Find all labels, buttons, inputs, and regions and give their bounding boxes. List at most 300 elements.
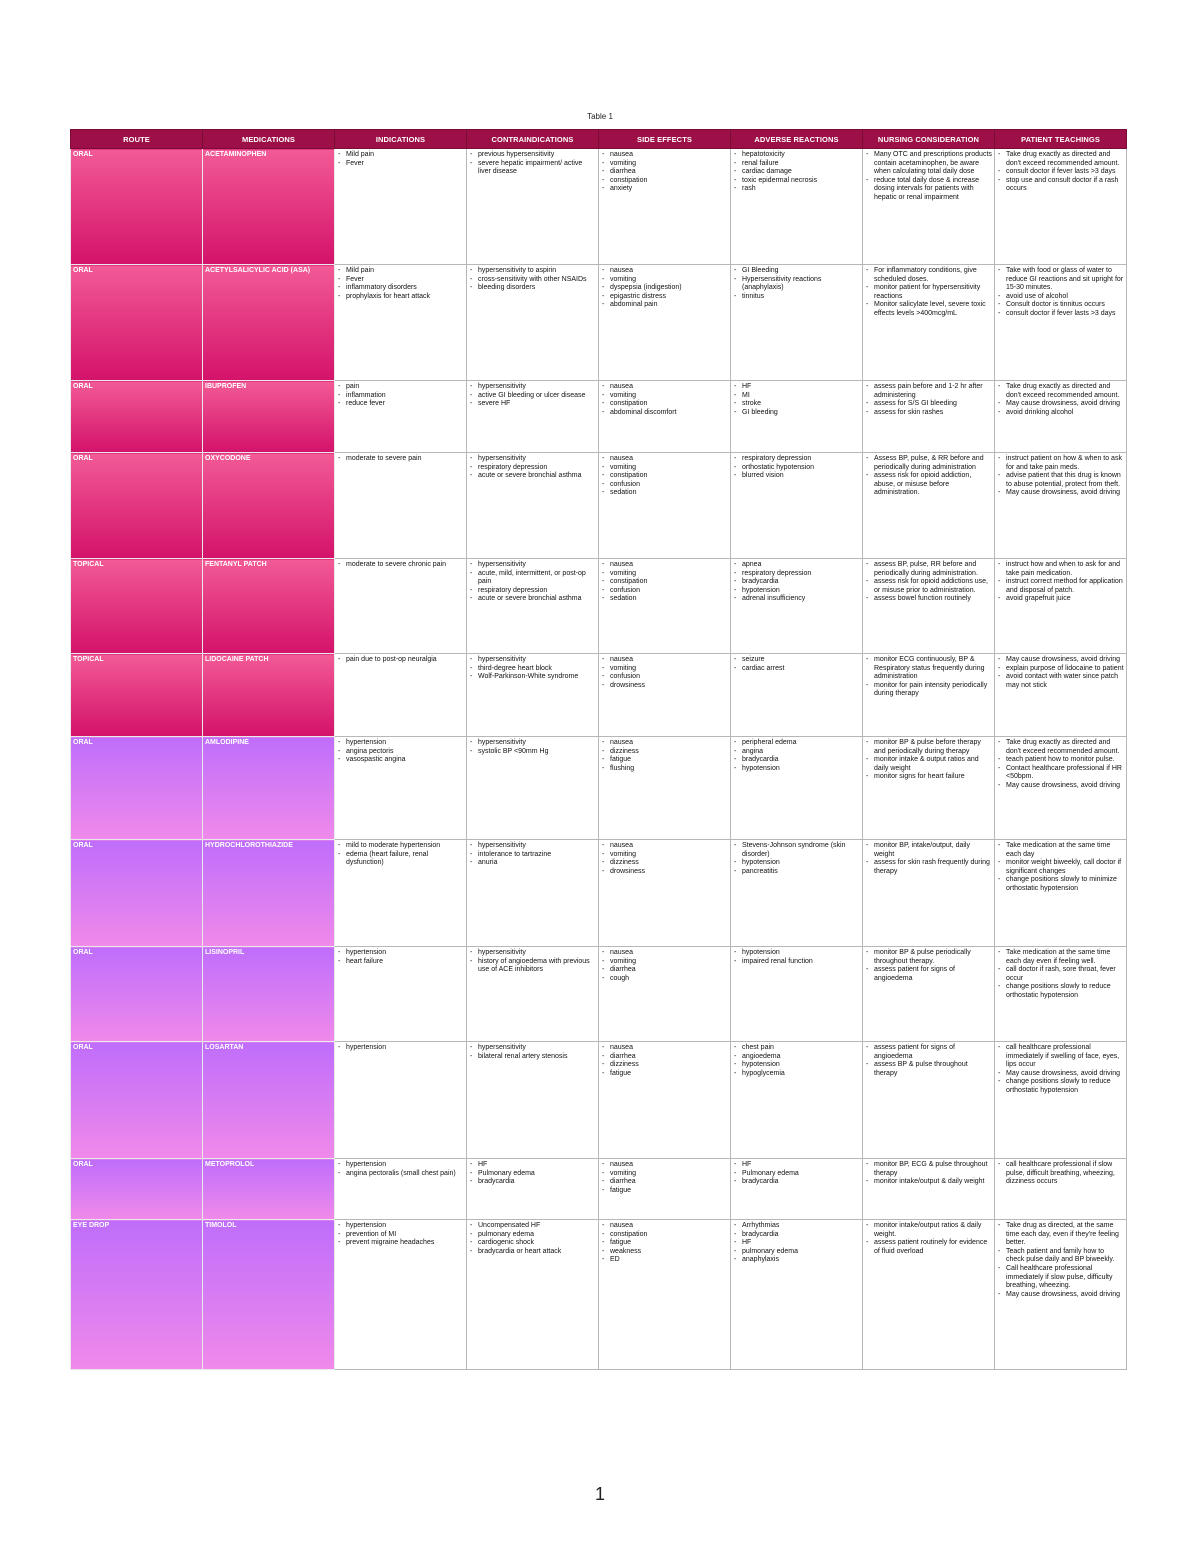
teachings-cell xyxy=(995,149,1127,265)
bullet-item: - avoid contact with water since patch may not stick xyxy=(997,673,1124,690)
bullet-item: - acute or severe bronchial asthma xyxy=(469,595,596,604)
bullet-list xyxy=(337,949,464,966)
bullet-item: - adrenal insufficiency xyxy=(733,595,860,604)
bullet-list xyxy=(865,383,992,417)
bullet-item: - monitor BP & pulse periodically throughout therapy. xyxy=(865,949,992,966)
bullet-list xyxy=(469,267,596,293)
bullet-item: - nausea xyxy=(601,842,728,851)
bullet-list xyxy=(733,383,860,417)
bullet-item: - systolic BP <90mm Hg xyxy=(469,748,596,757)
nursing-cell xyxy=(863,840,995,947)
header-contraindications: CONTRAINDICATIONS xyxy=(467,130,599,149)
bullet-item: - hypersensitivity xyxy=(469,949,596,958)
route-cell: EYE DROP xyxy=(71,1220,203,1370)
bullet-list xyxy=(733,739,860,773)
bullet-item: - teach patient how to monitor pulse. xyxy=(997,756,1124,765)
side-effects-cell xyxy=(599,453,731,559)
bullet-list xyxy=(865,267,992,319)
bullet-item: - Consult doctor is tinnitus occurs xyxy=(997,301,1124,310)
bullet-item: - change positions slowly to reduce orthostatic hypotension xyxy=(997,983,1124,1000)
table-row xyxy=(71,654,1127,737)
bullet-item: - For inflammatory conditions, give scheduled doses. xyxy=(865,267,992,284)
bullet-item: - Take medication at the same time each day xyxy=(997,842,1124,859)
bullet-item: - constipation xyxy=(601,472,728,481)
bullet-item: - nausea xyxy=(601,949,728,958)
bullet-item: - severe hepatic impairment/ active liver disease xyxy=(469,160,596,177)
bullet-item: - fatigue xyxy=(601,756,728,765)
bullet-item: - pulmonary edema xyxy=(733,1248,860,1257)
contraindications-cell xyxy=(467,265,599,381)
nursing-cell xyxy=(863,149,995,265)
bullet-list xyxy=(469,151,596,177)
route-cell: ORAL xyxy=(71,840,203,947)
medication-cell: METOPROLOL xyxy=(203,1159,335,1220)
adverse-reactions-cell xyxy=(731,947,863,1042)
bullet-item: - May cause drowsiness, avoid driving xyxy=(997,1070,1124,1079)
bullet-item: - prevent migraine headaches xyxy=(337,1239,464,1248)
bullet-list xyxy=(997,1222,1124,1299)
side-effects-cell xyxy=(599,381,731,453)
bullet-list xyxy=(337,1044,464,1053)
bullet-item: - hypotension xyxy=(733,1061,860,1070)
bullet-item: - hypotension xyxy=(733,765,860,774)
table-row xyxy=(71,737,1127,840)
bullet-item: - instruct correct method for application and disposal of patch. xyxy=(997,578,1124,595)
bullet-item: - hypersensitivity xyxy=(469,383,596,392)
bullet-item: - confusion xyxy=(601,587,728,596)
bullet-list xyxy=(601,949,728,983)
teachings-cell xyxy=(995,947,1127,1042)
bullet-item: - respiratory depression xyxy=(469,464,596,473)
bullet-item: - rash xyxy=(733,185,860,194)
indications-cell xyxy=(335,947,467,1042)
route-cell: ORAL xyxy=(71,453,203,559)
side-effects-cell xyxy=(599,1159,731,1220)
route-cell: TOPICAL xyxy=(71,559,203,654)
bullet-item: - cardiogenic shock xyxy=(469,1239,596,1248)
bullet-list xyxy=(601,561,728,604)
bullet-item: - bradycardia xyxy=(733,1231,860,1240)
bullet-item: - diarrhea xyxy=(601,168,728,177)
teachings-cell xyxy=(995,654,1127,737)
bullet-list xyxy=(601,1222,728,1265)
bullet-item: - Call healthcare professional immediately if slow pulse, difficulty breathing, wheezing. xyxy=(997,1265,1124,1291)
bullet-item: - hypersensitivity xyxy=(469,656,596,665)
bullet-item: - vomiting xyxy=(601,160,728,169)
nursing-cell xyxy=(863,559,995,654)
bullet-item: - vomiting xyxy=(601,464,728,473)
nursing-cell xyxy=(863,1042,995,1159)
bullet-item: - Assess BP, pulse, & RR before and periodically during administration xyxy=(865,455,992,472)
indications-cell xyxy=(335,559,467,654)
bullet-list xyxy=(865,656,992,699)
bullet-item: - call healthcare professional if slow pulse, difficult breathing, wheezing, dizziness occurs xyxy=(997,1161,1124,1187)
bullet-list xyxy=(997,739,1124,791)
bullet-item: - vomiting xyxy=(601,570,728,579)
bullet-list xyxy=(997,656,1124,690)
bullet-item: - assess patient routinely for evidence of fluid overload xyxy=(865,1239,992,1256)
medication-cell: LOSARTAN xyxy=(203,1042,335,1159)
bullet-item: - nausea xyxy=(601,151,728,160)
bullet-item: - inflammation xyxy=(337,392,464,401)
bullet-item: - May cause drowsiness, avoid driving xyxy=(997,400,1124,409)
bullet-item: - previous hypersensitivity xyxy=(469,151,596,160)
table-row xyxy=(71,265,1127,381)
bullet-item: - nausea xyxy=(601,739,728,748)
bullet-item: - Hypersensitivity reactions (anaphylaxis) xyxy=(733,276,860,293)
bullet-item: - reduce fever xyxy=(337,400,464,409)
bullet-list xyxy=(337,455,464,464)
bullet-item: - anaphylaxis xyxy=(733,1256,860,1265)
bullet-item: - fatigue xyxy=(601,1239,728,1248)
bullet-item: - May cause drowsiness, avoid driving xyxy=(997,1291,1124,1300)
bullet-item: - pancreatitis xyxy=(733,868,860,877)
teachings-cell xyxy=(995,265,1127,381)
bullet-list xyxy=(733,561,860,604)
bullet-list xyxy=(337,842,464,868)
bullet-list xyxy=(601,267,728,310)
bullet-item: - monitor BP & pulse before therapy and periodically during therapy xyxy=(865,739,992,756)
bullet-item: - Take drug exactly as directed and don't exceed recommended amount. xyxy=(997,151,1124,168)
bullet-item: - acute or severe bronchial asthma xyxy=(469,472,596,481)
indications-cell xyxy=(335,265,467,381)
bullet-item: - Fever xyxy=(337,160,464,169)
bullet-item: - assess patient for signs of angioedema xyxy=(865,966,992,983)
bullet-item: - cardiac arrest xyxy=(733,665,860,674)
bullet-list xyxy=(337,656,464,665)
bullet-item: - assess for S/S GI bleeding xyxy=(865,400,992,409)
adverse-reactions-cell xyxy=(731,1159,863,1220)
bullet-item: - Mild pain xyxy=(337,151,464,160)
bullet-list xyxy=(997,1044,1124,1096)
adverse-reactions-cell xyxy=(731,840,863,947)
bullet-list xyxy=(469,455,596,481)
bullet-item: - drowsiness xyxy=(601,682,728,691)
bullet-item: - assess risk for opioid addictions use, or misuse prior to administration. xyxy=(865,578,992,595)
bullet-item: - hypersensitivity to aspirin xyxy=(469,267,596,276)
bullet-item: - Take medication at the same time each day even if feeling well. xyxy=(997,949,1124,966)
bullet-item: - hypertension xyxy=(337,739,464,748)
bullet-item: - nausea xyxy=(601,561,728,570)
bullet-list xyxy=(865,1161,992,1187)
bullet-list xyxy=(337,1161,464,1178)
bullet-item: - instruct how and when to ask for and take pain medication. xyxy=(997,561,1124,578)
bullet-list xyxy=(997,561,1124,604)
bullet-item: - anuria xyxy=(469,859,596,868)
bullet-item: - toxic epidermal necrosis xyxy=(733,177,860,186)
route-cell: ORAL xyxy=(71,149,203,265)
teachings-cell xyxy=(995,737,1127,840)
bullet-item: - monitor BP, ECG & pulse throughout therapy xyxy=(865,1161,992,1178)
bullet-item: - Fever xyxy=(337,276,464,285)
route-cell: ORAL xyxy=(71,1042,203,1159)
side-effects-cell xyxy=(599,559,731,654)
bullet-item: - pain xyxy=(337,383,464,392)
bullet-item: - heart failure xyxy=(337,958,464,967)
bullet-item: - vomiting xyxy=(601,665,728,674)
teachings-cell xyxy=(995,1159,1127,1220)
bullet-item: - hypersensitivity xyxy=(469,561,596,570)
bullet-item: - bilateral renal artery stenosis xyxy=(469,1053,596,1062)
bullet-item: - history of angioedema with previous use of ACE inhibitors xyxy=(469,958,596,975)
bullet-item: - bradycardia or heart attack xyxy=(469,1248,596,1257)
medication-cell: HYDROCHLOROTHIAZIDE xyxy=(203,840,335,947)
bullet-item: - cough xyxy=(601,975,728,984)
bullet-item: - assess BP, pulse, RR before and periodically during administration. xyxy=(865,561,992,578)
bullet-item: - bradycardia xyxy=(733,756,860,765)
medication-cell: ACETAMINOPHEN xyxy=(203,149,335,265)
bullet-list xyxy=(865,1222,992,1256)
bullet-item: - edema (heart failure, renal dysfunction) xyxy=(337,851,464,868)
bullet-list xyxy=(865,949,992,983)
bullet-item: - vomiting xyxy=(601,276,728,285)
bullet-list xyxy=(469,383,596,409)
bullet-item: - May cause drowsiness, avoid driving xyxy=(997,782,1124,791)
bullet-item: - apnea xyxy=(733,561,860,570)
table-body xyxy=(71,149,1127,1370)
bullet-item: - third-degree heart block xyxy=(469,665,596,674)
bullet-item: - nausea xyxy=(601,1161,728,1170)
bullet-list xyxy=(601,656,728,690)
bullet-item: - pulmonary edema xyxy=(469,1231,596,1240)
table-row xyxy=(71,1220,1127,1370)
bullet-item: - prophylaxis for heart attack xyxy=(337,293,464,302)
nursing-cell xyxy=(863,654,995,737)
medication-cell: ACETYLSALICYLIC ACID (ASA) xyxy=(203,265,335,381)
bullet-item: - avoid drinking alcohol xyxy=(997,409,1124,418)
bullet-list xyxy=(733,842,860,876)
contraindications-cell xyxy=(467,1159,599,1220)
bullet-item: - Monitor salicylate level, severe toxic effects levels >400mcg/mL xyxy=(865,301,992,318)
contraindications-cell xyxy=(467,453,599,559)
bullet-item: - advise patient that this drug is known to abuse potential, protect from theft. xyxy=(997,472,1124,489)
bullet-item: - assess for skin rashes xyxy=(865,409,992,418)
bullet-item: - Pulmonary edema xyxy=(733,1170,860,1179)
bullet-item: - impaired renal function xyxy=(733,958,860,967)
bullet-item: - dizziness xyxy=(601,1061,728,1070)
bullet-item: - reduce total daily dose & increase dosing intervals for patients with hepatic or renal impairment xyxy=(865,177,992,203)
bullet-item: - hypotension xyxy=(733,949,860,958)
bullet-item: - intolerance to tartrazine xyxy=(469,851,596,860)
bullet-list xyxy=(733,455,860,481)
bullet-item: - vomiting xyxy=(601,392,728,401)
bullet-list xyxy=(337,267,464,301)
route-cell: ORAL xyxy=(71,265,203,381)
bullet-item: - diarrhea xyxy=(601,966,728,975)
bullet-item: - angina pectoralis (small chest pain) xyxy=(337,1170,464,1179)
header-medications: MEDICATIONS xyxy=(203,130,335,149)
medication-cell: LISINOPRIL xyxy=(203,947,335,1042)
bullet-item: - dizziness xyxy=(601,859,728,868)
bullet-list xyxy=(997,1161,1124,1187)
nursing-cell xyxy=(863,265,995,381)
bullet-item: - constipation xyxy=(601,177,728,186)
bullet-item: - nausea xyxy=(601,383,728,392)
bullet-list xyxy=(601,151,728,194)
nursing-cell xyxy=(863,1220,995,1370)
bullet-item: - diarrhea xyxy=(601,1053,728,1062)
bullet-item: - HF xyxy=(733,1239,860,1248)
bullet-item: - confusion xyxy=(601,673,728,682)
bullet-list xyxy=(865,151,992,203)
bullet-list xyxy=(337,561,464,570)
medication-table xyxy=(70,129,1127,1370)
adverse-reactions-cell xyxy=(731,149,863,265)
bullet-item: - moderate to severe pain xyxy=(337,455,464,464)
bullet-item: - hypertension xyxy=(337,1222,464,1231)
indications-cell xyxy=(335,1159,467,1220)
bullet-item: - blurred vision xyxy=(733,472,860,481)
bullet-item: - assess patient for signs of angioedema xyxy=(865,1044,992,1061)
bullet-item: - seizure xyxy=(733,656,860,665)
bullet-item: - hypersensitivity xyxy=(469,842,596,851)
bullet-item: - bradycardia xyxy=(733,1178,860,1187)
bullet-item: - monitor ECG continuously, BP & Respiratory status frequently during administration xyxy=(865,656,992,682)
bullet-item: - abdominal discomfort xyxy=(601,409,728,418)
contraindications-cell xyxy=(467,1220,599,1370)
bullet-list xyxy=(865,561,992,604)
bullet-item: - Arrhythmias xyxy=(733,1222,860,1231)
bullet-item: - Many OTC and prescriptions products contain acetaminophen, be aware when calculating total daily dose xyxy=(865,151,992,177)
bullet-list xyxy=(733,949,860,966)
bullet-item: - stroke xyxy=(733,400,860,409)
bullet-item: - nausea xyxy=(601,267,728,276)
bullet-item: - assess for skin rash frequently during therapy xyxy=(865,859,992,876)
table-row xyxy=(71,947,1127,1042)
bullet-list xyxy=(865,739,992,782)
teachings-cell xyxy=(995,381,1127,453)
table-row xyxy=(71,1159,1127,1220)
bullet-item: - hypertension xyxy=(337,1044,464,1053)
bullet-item: - monitor signs for heart failure xyxy=(865,773,992,782)
nursing-cell xyxy=(863,453,995,559)
header-side-effects: SIDE EFFECTS xyxy=(599,130,731,149)
indications-cell xyxy=(335,381,467,453)
contraindications-cell xyxy=(467,559,599,654)
bullet-item: - moderate to severe chronic pain xyxy=(337,561,464,570)
bullet-item: - HF xyxy=(733,383,860,392)
bullet-item: - angina pectoris xyxy=(337,748,464,757)
bullet-list xyxy=(997,151,1124,194)
adverse-reactions-cell xyxy=(731,559,863,654)
bullet-item: - respiratory depression xyxy=(733,455,860,464)
teachings-cell xyxy=(995,840,1127,947)
bullet-item: - explain purpose of lidocaine to patient xyxy=(997,665,1124,674)
bullet-list xyxy=(337,383,464,409)
bullet-item: - inflammatory disorders xyxy=(337,284,464,293)
header-route: ROUTE xyxy=(71,130,203,149)
bullet-item: - flushing xyxy=(601,765,728,774)
bullet-list xyxy=(865,1044,992,1078)
bullet-list xyxy=(997,842,1124,894)
bullet-item: - bradycardia xyxy=(469,1178,596,1187)
bullet-item: - nausea xyxy=(601,1044,728,1053)
bullet-list xyxy=(337,151,464,168)
bullet-item: - monitor intake & output ratios and daily weight xyxy=(865,756,992,773)
bullet-item: - dyspepsia (indigestion) xyxy=(601,284,728,293)
contraindications-cell xyxy=(467,737,599,840)
bullet-item: - hypertension xyxy=(337,949,464,958)
bullet-item: - acute, mild, intermittent, or post-op pain xyxy=(469,570,596,587)
contraindications-cell xyxy=(467,149,599,265)
bullet-item: - HF xyxy=(733,1161,860,1170)
adverse-reactions-cell xyxy=(731,265,863,381)
contraindications-cell xyxy=(467,1042,599,1159)
bullet-item: - severe HF xyxy=(469,400,596,409)
indications-cell xyxy=(335,1220,467,1370)
bullet-list xyxy=(865,455,992,498)
bullet-item: - vasospastic angina xyxy=(337,756,464,765)
bullet-item: - orthostatic hypotension xyxy=(733,464,860,473)
bullet-item: - May cause drowsiness, avoid driving xyxy=(997,656,1124,665)
table-row xyxy=(71,559,1127,654)
bullet-item: - hypersensitivity xyxy=(469,1044,596,1053)
bullet-item: - tinnitus xyxy=(733,293,860,302)
bullet-list xyxy=(601,1161,728,1195)
bullet-item: - hypotension xyxy=(733,587,860,596)
bullet-item: - nausea xyxy=(601,656,728,665)
bullet-item: - hypersensitivity xyxy=(469,455,596,464)
indications-cell xyxy=(335,840,467,947)
bullet-item: - weakness xyxy=(601,1248,728,1257)
bullet-list xyxy=(469,1044,596,1061)
bullet-item: - abdominal pain xyxy=(601,301,728,310)
bullet-item: - respiratory depression xyxy=(469,587,596,596)
bullet-item: - Take with food or glass of water to reduce GI reactions and sit upright for 15-30 minutes. xyxy=(997,267,1124,293)
side-effects-cell xyxy=(599,840,731,947)
route-cell: ORAL xyxy=(71,947,203,1042)
bullet-item: - fatigue xyxy=(601,1187,728,1196)
bullet-item: - constipation xyxy=(601,578,728,587)
bullet-item: - Mild pain xyxy=(337,267,464,276)
medication-cell: LIDOCAINE PATCH xyxy=(203,654,335,737)
bullet-item: - avoid grapefruit juice xyxy=(997,595,1124,604)
medication-cell: TIMOLOL xyxy=(203,1220,335,1370)
bullet-item: - change positions slowly to reduce orthostatic hypotension xyxy=(997,1078,1124,1095)
indications-cell xyxy=(335,453,467,559)
side-effects-cell xyxy=(599,265,731,381)
bullet-item: - prevention of MI xyxy=(337,1231,464,1240)
bullet-item: - renal failure xyxy=(733,160,860,169)
table-row xyxy=(71,381,1127,453)
bullet-item: - bleeding disorders xyxy=(469,284,596,293)
bullet-item: - MI xyxy=(733,392,860,401)
bullet-item: - respiratory depression xyxy=(733,570,860,579)
contraindications-cell xyxy=(467,840,599,947)
header-patient-teachings: PATIENT TEACHINGS xyxy=(995,130,1127,149)
route-cell: ORAL xyxy=(71,737,203,840)
bullet-list xyxy=(865,842,992,876)
bullet-item: - diarrhea xyxy=(601,1178,728,1187)
medication-cell: IBUPROFEN xyxy=(203,381,335,453)
bullet-item: - Wolf-Parkinson-White syndrome xyxy=(469,673,596,682)
bullet-list xyxy=(601,455,728,498)
bullet-item: - angioedema xyxy=(733,1053,860,1062)
medication-cell: AMLODIPINE xyxy=(203,737,335,840)
bullet-item: - nausea xyxy=(601,1222,728,1231)
bullet-list xyxy=(733,151,860,194)
bullet-list xyxy=(601,842,728,876)
bullet-item: - call healthcare professional immediately if swelling of face, eyes, lips occur xyxy=(997,1044,1124,1070)
bullet-item: - monitor for pain intensity periodically during therapy xyxy=(865,682,992,699)
route-cell: ORAL xyxy=(71,381,203,453)
bullet-item: - mild to moderate hypertension xyxy=(337,842,464,851)
side-effects-cell xyxy=(599,737,731,840)
table-caption: Table 1 xyxy=(587,112,613,121)
bullet-item: - GI bleeding xyxy=(733,409,860,418)
bullet-item: - hypersensitivity xyxy=(469,739,596,748)
bullet-item: - monitor patient for hypersensitivity reactions xyxy=(865,284,992,301)
